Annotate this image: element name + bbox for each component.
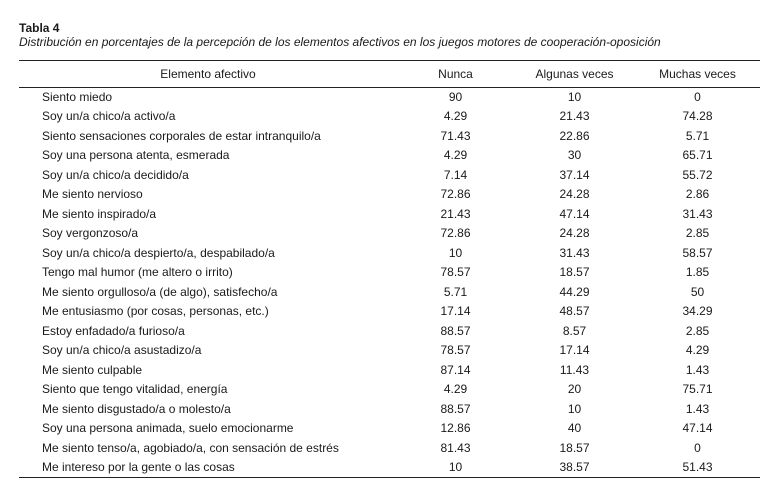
cell-nunca: 4.29: [443, 109, 468, 124]
cell-algunas-veces: 24.28: [559, 226, 590, 241]
cell-nunca: 72.86: [440, 187, 471, 202]
cell-nunca: 4.29: [443, 382, 468, 397]
cell-nunca: 7.14: [443, 167, 468, 182]
cell-nunca: 21.43: [440, 206, 471, 221]
cell-algunas-veces: 22.86: [559, 128, 590, 143]
cell-nunca: 10: [448, 245, 463, 260]
cell-nunca: 87.14: [440, 362, 471, 377]
table-row: [19, 439, 760, 459]
cell-elemento: Soy vergonzoso/a: [42, 226, 139, 241]
cell-elemento: Soy un/a chico/a activo/a: [42, 109, 176, 124]
cell-nunca: 81.43: [440, 440, 471, 455]
cell-muchas-veces: 47.14: [682, 421, 713, 436]
cell-elemento: Me siento orgulloso/a (de algo), satisfecho/a: [42, 284, 278, 299]
table-row: [19, 302, 760, 322]
cell-muchas-veces: 2.85: [685, 323, 710, 338]
cell-muchas-veces: 55.72: [682, 167, 713, 182]
table-row: [19, 244, 760, 264]
cell-elemento: Soy un/a chico/a despierto/a, despabilado/a: [42, 245, 275, 260]
table-row: [19, 107, 760, 127]
cell-nunca: 88.57: [440, 401, 471, 416]
cell-muchas-veces: 51.43: [635, 458, 760, 478]
cell-algunas-veces: 10: [567, 90, 582, 104]
header-elemento-afectivo: Elemento afectivo: [19, 61, 397, 88]
table-body: [19, 88, 760, 478]
table-row: [19, 88, 760, 108]
cell-muchas-veces: 2.86: [685, 187, 710, 202]
cell-nunca: 90: [448, 90, 463, 104]
cell-muchas-veces: 1.85: [685, 265, 710, 280]
cell-muchas-veces: 50: [690, 284, 705, 299]
cell-algunas-veces: 30: [567, 148, 582, 163]
cell-nunca: 17.14: [440, 304, 471, 319]
cell-nunca: 71.43: [440, 128, 471, 143]
cell-nunca: 4.29: [443, 148, 468, 163]
cell-algunas-veces: 40: [567, 421, 582, 436]
table-row: [19, 322, 760, 342]
cell-algunas-veces: 44.29: [559, 284, 590, 299]
cell-elemento: Tengo mal humor (me altero o irrito): [42, 265, 233, 280]
cell-algunas-veces: 8.57: [562, 323, 587, 338]
cell-algunas-veces: 18.57: [559, 265, 590, 280]
cell-elemento: Me siento culpable: [42, 362, 143, 377]
cell-muchas-veces: 1.43: [685, 362, 710, 377]
cell-muchas-veces: 34.29: [682, 304, 713, 319]
cell-algunas-veces: 10: [567, 401, 582, 416]
cell-muchas-veces: 5.71: [685, 128, 710, 143]
cell-nunca: 88.57: [440, 323, 471, 338]
header-nunca: Nunca: [397, 61, 514, 88]
cell-algunas-veces: 20: [567, 382, 582, 397]
cell-muchas-veces: 4.29: [685, 343, 710, 358]
cell-algunas-veces: 47.14: [559, 206, 590, 221]
cell-elemento: Siento sensaciones corporales de estar intranquilo/a: [42, 128, 321, 143]
cell-algunas-veces: 17.14: [559, 343, 590, 358]
cell-muchas-veces: 2.85: [685, 226, 710, 241]
cell-nunca: 78.57: [440, 343, 471, 358]
cell-nunca: 10: [397, 458, 514, 478]
table-row: [19, 263, 760, 283]
cell-elemento: Siento que tengo vitalidad, energía: [42, 382, 228, 397]
document-page: [19, 21, 760, 474]
cell-elemento: Me siento disgustado/a o molesto/a: [42, 401, 231, 416]
cell-muchas-veces: 74.28: [682, 109, 713, 124]
cell-nunca: 72.86: [440, 226, 471, 241]
table-row: [19, 380, 760, 400]
table-row: [19, 166, 760, 186]
cell-elemento: Me entusiasmo (por cosas, personas, etc.): [42, 304, 269, 319]
cell-elemento: Soy un/a chico/a decidido/a: [42, 167, 189, 182]
cell-muchas-veces: 58.57: [682, 245, 713, 260]
cell-elemento: Soy una persona atenta, esmerada: [42, 148, 230, 163]
cell-muchas-veces: 31.43: [682, 206, 713, 221]
cell-elemento: Estoy enfadado/a furioso/a: [42, 323, 185, 338]
cell-elemento: Me siento tenso/a, agobiado/a, con sensación de estrés: [42, 440, 339, 455]
header-algunas-veces: Algunas veces: [514, 61, 635, 88]
table-row: [19, 146, 760, 166]
cell-elemento: Me intereso por la gente o las cosas: [19, 458, 397, 478]
cell-algunas-veces: 18.57: [559, 440, 590, 455]
cell-algunas-veces: 38.57: [514, 458, 635, 478]
cell-algunas-veces: 31.43: [559, 245, 590, 260]
cell-muchas-veces: 1.43: [685, 401, 710, 416]
cell-algunas-veces: 11.43: [559, 362, 590, 377]
table-row: [19, 341, 760, 361]
cell-elemento: Soy una persona animada, suelo emocionarme: [42, 421, 294, 436]
cell-muchas-veces: 0: [694, 440, 701, 455]
table-row: [19, 205, 760, 225]
cell-algunas-veces: 24.28: [559, 187, 590, 202]
table-row: [19, 419, 760, 439]
table-row: [19, 185, 760, 205]
cell-muchas-veces: 75.71: [682, 382, 713, 397]
table-row: [19, 283, 760, 303]
table-caption: Distribución en porcentajes de la percepción de los elementos afectivos en los juegos motores de cooperación-oposición: [19, 35, 661, 49]
cell-nunca: 12.86: [440, 421, 471, 436]
header-muchas-veces: Muchas veces: [635, 61, 760, 88]
cell-algunas-veces: 48.57: [559, 304, 590, 319]
cell-elemento: Me siento nervioso: [42, 187, 143, 202]
cell-muchas-veces: 0: [694, 90, 701, 104]
cell-algunas-veces: 37.14: [559, 167, 590, 182]
cell-nunca: 78.57: [440, 265, 471, 280]
cell-elemento: Me siento inspirado/a: [42, 206, 157, 221]
table-label: Tabla 4: [19, 21, 60, 35]
affective-elements-table: [19, 60, 760, 478]
table-row: [19, 224, 760, 244]
cell-algunas-veces: 21.43: [559, 109, 590, 124]
cell-elemento: Siento miedo: [42, 90, 113, 104]
cell-muchas-veces: 65.71: [682, 148, 713, 163]
table-row: [19, 458, 760, 478]
cell-elemento: Soy un/a chico/a asustadizo/a: [42, 343, 202, 358]
table-row: [19, 361, 760, 381]
table-header-row: [19, 61, 760, 88]
cell-nunca: 5.71: [443, 284, 468, 299]
table-row: [19, 400, 760, 420]
table-row: [19, 127, 760, 147]
